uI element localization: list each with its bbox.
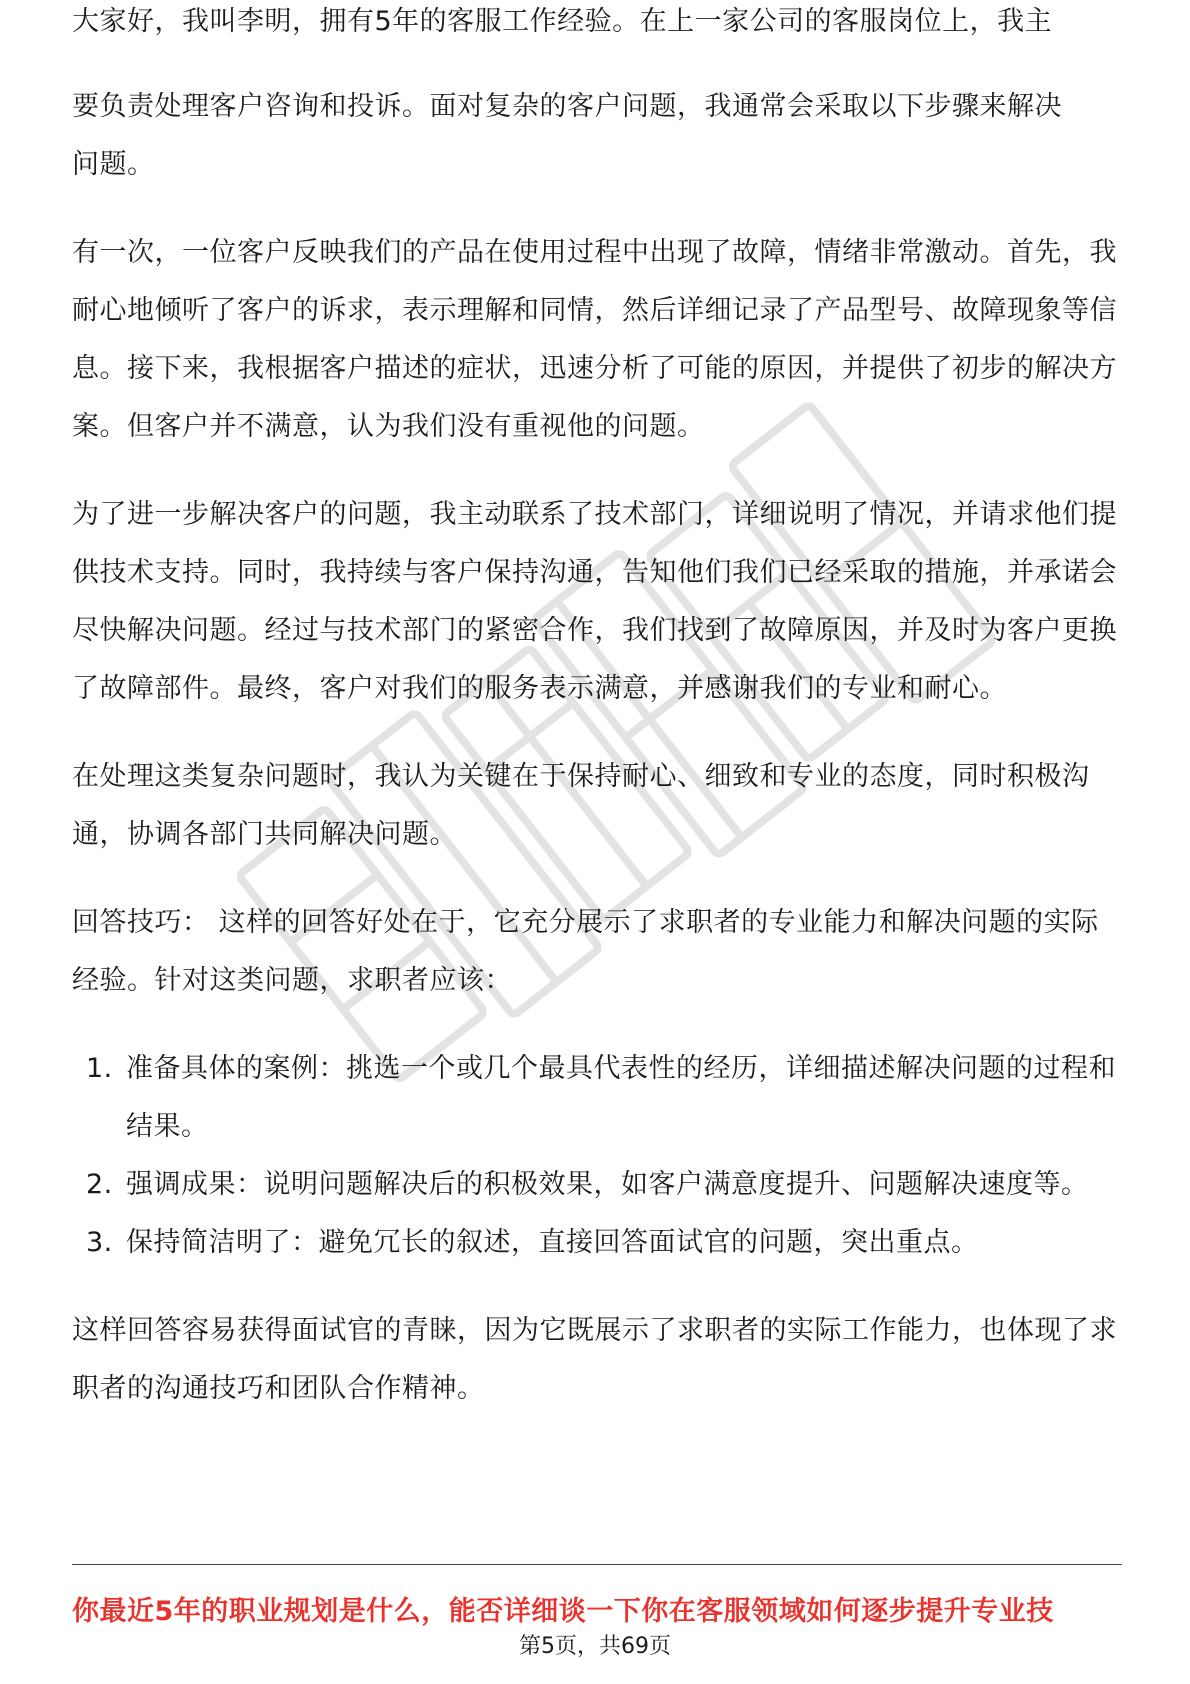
paragraph-conclusion: 这样回答容易获得面试官的青睐，因为它既展示了求职者的实际工作能力，也体现了求职者的沟通技巧和团队合作精神。 xyxy=(72,1315,1117,1404)
section-divider xyxy=(72,1564,1122,1565)
paragraph-intro-cut-line: 大家好，我叫李明，拥有5年的客服工作经验。在上一家公司的客服岗位上，我主 xyxy=(72,6,1053,37)
paragraph-intro-line: 要负责处理客户咨询和投诉。面对复杂的客户问题，我通常会采取以下步骤来解决 xyxy=(72,91,1062,122)
list-item: 2. 强调成果：说明问题解决后的积极效果，如客户满意度提升、问题解决速度等。 xyxy=(86,1169,1089,1200)
paragraph-resolution: 为了进一步解决客户的问题，我主动联系了技术部门，详细说明了情况，并请求他们提供技术支持。同时，我持续与客户保持沟通，告知他们我们已经采取的措施，并承诺会尽快解决问题。经过与技术部门的紧密合作，我们找到了故障原因，并及时为客户更换了故障部件。最终，客户对我们的服务表示满意，并感谢我们的专业和耐心。 xyxy=(72,499,1117,704)
paragraph-intro-end: 问题。 xyxy=(72,149,155,180)
paragraph-answer-tips: 回答技巧： 这样的回答好处在于，它充分展示了求职者的专业能力和解决问题的实际经验。针对这类问题，求职者应该： xyxy=(72,907,1099,996)
tips-list xyxy=(72,1040,1122,1272)
next-question-heading: 你最近5年的职业规划是什么，能否详细谈一下你在客服领域如何逐步提升专业技 xyxy=(72,1596,1054,1627)
body-content xyxy=(72,6,1122,1418)
page-number: 第5页，共69页 xyxy=(519,1634,671,1659)
list-item: 1. 准备具体的案例：挑选一个或几个最具代表性的经历，详细描述解决问题的过程和结果。 xyxy=(86,1053,1116,1142)
list-item: 3. 保持简洁明了：避免冗长的叙述，直接回答面试官的问题，突出重点。 xyxy=(86,1227,979,1258)
paragraph-key-points: 在处理这类复杂问题时，我认为关键在于保持耐心、细致和专业的态度，同时积极沟通，协调各部门共同解决问题。 xyxy=(72,761,1090,850)
paragraph-incident: 有一次，一位客户反映我们的产品在使用过程中出现了故障，情绪非常激动。首先，我耐心地倾听了客户的诉求，表示理解和同情，然后详细记录了产品型号、故障现象等信息。接下来，我根据客户描述的症状，迅速分析了可能的原因，并提供了初步的解决方案。但客户并不满意，认为我们没有重视他的问题。 xyxy=(72,237,1117,442)
